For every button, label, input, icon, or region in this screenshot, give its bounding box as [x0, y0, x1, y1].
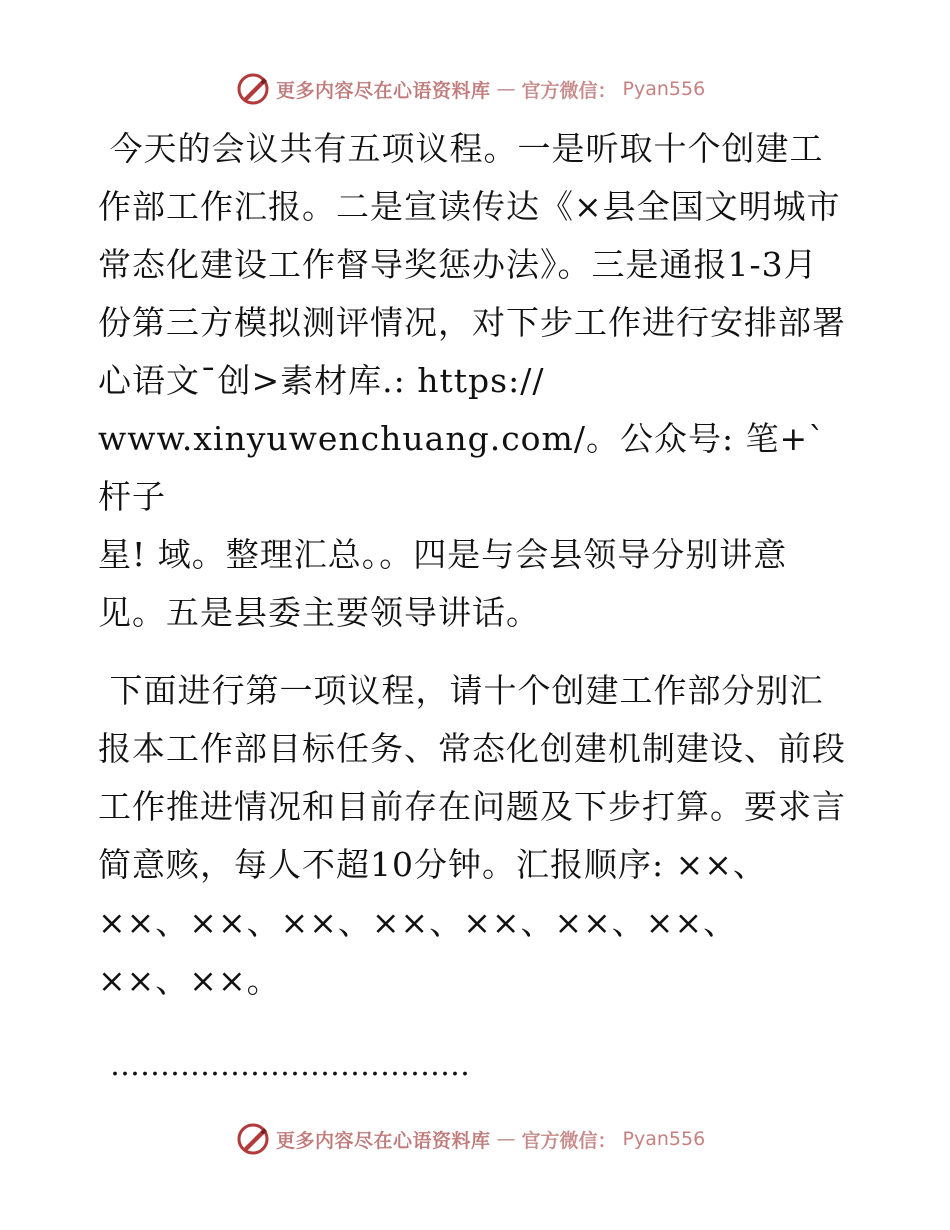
header-watermark: [236, 72, 705, 106]
header-wechat-id: Pyan556: [622, 78, 706, 100]
paragraph-agenda: [98, 120, 858, 642]
header-wechat-label: 官方微信：: [521, 79, 617, 102]
document-body: [98, 120, 858, 1083]
text-line: 报本工作部目标任务、常态化创建机制建设、前段: [98, 729, 846, 768]
text-line: ××、××、××、××、××、××、××、: [98, 903, 738, 942]
text-line: 工作推进情况和目前存在问题及下步打算。要求言: [98, 787, 846, 826]
text-line: ××、××。: [98, 961, 281, 1000]
text-line: 下面进行第一项议程，请十个创建工作部分别汇: [98, 671, 824, 710]
paragraph-first-agenda-item: [98, 662, 858, 1010]
text-line: 简意赅，每人不超10分钟。汇报顺序: ××、: [98, 845, 767, 884]
ellipsis-line: ………………………………: [110, 1048, 470, 1083]
pen-logo-icon: [236, 1122, 270, 1156]
text-line: www.xinyuwenchuang.com/。公众号: 笔+`杆子: [98, 419, 826, 516]
footer-site-text: 更多内容尽在心语资料库: [276, 1129, 491, 1152]
footer-wechat-id: Pyan556: [622, 1128, 706, 1150]
footer-dash: —: [496, 1128, 516, 1150]
pen-logo-icon: [236, 72, 270, 106]
footer-watermark: [236, 1122, 705, 1156]
text-line: 作部工作汇报。二是宣读传达《×县全国文明城市: [98, 187, 841, 226]
text-line: 份第三方模拟测评情况，对下步工作进行安排部署: [98, 303, 846, 342]
text-line: 常态化建设工作督导奖惩办法》。三是通报1-3月: [98, 245, 818, 284]
text-line: 星! 域。整理汇总。。四是与会县领导分别讲意: [98, 535, 788, 574]
header-site-text: 更多内容尽在心语资料库: [276, 79, 491, 102]
text-line: 今天的会议共有五项议程。一是听取十个创建工: [98, 129, 824, 168]
footer-wechat-label: 官方微信：: [521, 1129, 617, 1152]
header-dash: —: [496, 78, 516, 100]
text-line: 见。五是县委主要领导讲话。: [98, 593, 540, 632]
text-line: 心语文¯创>素材库.: https://: [98, 361, 545, 400]
